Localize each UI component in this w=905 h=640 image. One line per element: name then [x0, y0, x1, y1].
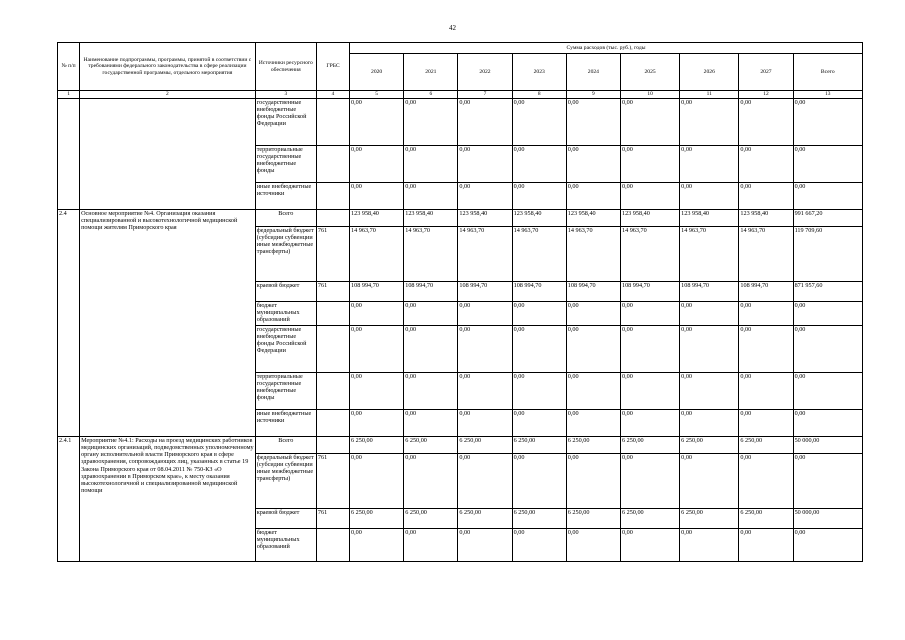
- amount-2026: 0,00: [680, 146, 739, 183]
- column-number-11: 11: [680, 91, 739, 99]
- amount-total: 0,00: [793, 454, 862, 509]
- header-year-8: Всего: [793, 54, 862, 91]
- column-number-9: 9: [566, 91, 620, 99]
- table-row: [58, 437, 863, 454]
- amount-2020: 0,00: [350, 454, 404, 509]
- amount-2021: 0,00: [404, 529, 458, 562]
- amount-2022: 6 250,00: [458, 437, 512, 454]
- grbs-code: [316, 302, 349, 326]
- funding-source: краевой бюджет: [255, 509, 316, 529]
- grbs-code: [316, 326, 349, 373]
- amount-2026: 0,00: [680, 183, 739, 210]
- header-source: Источники ресурсного обеспечения: [255, 43, 316, 91]
- item-number: 2.4: [58, 210, 80, 437]
- column-number-6: 6: [404, 91, 458, 99]
- item-name: Мероприятие №4.1: Расходы на проезд медицинских работников медицинских организаций, подведомственных уполномоченному органу исполнительной власти Приморского края в сфере здравоохранения, сопровождающих лиц, указанных в статье 19 Закона Приморского края от 08.04.2011 № 750-КЗ «О здравоохранении в Приморском крае», к месту оказания высокотехнологичной и специализированной медицинской помощи: [80, 437, 256, 562]
- amount-2024: 0,00: [566, 529, 620, 562]
- amount-2020: 14 963,70: [350, 227, 404, 282]
- header-num: № п/п: [58, 43, 80, 91]
- header-year-5: 2025: [620, 54, 679, 91]
- amount-2024: 108 994,70: [566, 282, 620, 302]
- amount-total: 50 000,00: [793, 509, 862, 529]
- expenses-table: [57, 42, 863, 562]
- amount-2023: 6 250,00: [512, 509, 566, 529]
- amount-2025: 0,00: [620, 410, 679, 437]
- amount-2027: 0,00: [739, 146, 793, 183]
- funding-source: Всего: [255, 437, 316, 454]
- grbs-code: 761: [316, 509, 349, 529]
- amount-2023: 0,00: [512, 529, 566, 562]
- amount-total: 0,00: [793, 373, 862, 410]
- amount-2025: 0,00: [620, 146, 679, 183]
- amount-2023: 0,00: [512, 410, 566, 437]
- amount-total: 0,00: [793, 302, 862, 326]
- amount-2021: 6 250,00: [404, 437, 458, 454]
- column-number-7: 7: [458, 91, 512, 99]
- amount-total: 991 667,20: [793, 210, 862, 227]
- funding-source: государственные внебюджетные фонды Российской Федерации: [255, 99, 316, 146]
- amount-total: 50 000,00: [793, 437, 862, 454]
- amount-2026: 0,00: [680, 326, 739, 373]
- grbs-code: 761: [316, 454, 349, 509]
- header-year-3: 2023: [512, 54, 566, 91]
- funding-source: бюджет муниципальных образований: [255, 302, 316, 326]
- amount-2021: 0,00: [404, 454, 458, 509]
- amount-2021: 0,00: [404, 99, 458, 146]
- amount-2027: 0,00: [739, 183, 793, 210]
- column-number-10: 10: [620, 91, 679, 99]
- amount-2022: 14 963,70: [458, 227, 512, 282]
- amount-2027: 6 250,00: [739, 509, 793, 529]
- funding-source: иные внебюджетные источники: [255, 410, 316, 437]
- amount-2020: 6 250,00: [350, 437, 404, 454]
- header-grbs: ГРБС: [316, 43, 349, 91]
- column-number-4: 4: [316, 91, 349, 99]
- amount-total: 0,00: [793, 183, 862, 210]
- amount-2021: 0,00: [404, 410, 458, 437]
- amount-2025: 0,00: [620, 99, 679, 146]
- item-name: [80, 99, 256, 210]
- grbs-code: 761: [316, 282, 349, 302]
- amount-2022: 0,00: [458, 373, 512, 410]
- amount-2022: 123 958,40: [458, 210, 512, 227]
- column-number-3: 3: [255, 91, 316, 99]
- amount-total: 0,00: [793, 410, 862, 437]
- amount-2023: 123 958,40: [512, 210, 566, 227]
- amount-2021: 123 958,40: [404, 210, 458, 227]
- funding-source: Всего: [255, 210, 316, 227]
- header-year-6: 2026: [680, 54, 739, 91]
- amount-2022: 0,00: [458, 410, 512, 437]
- amount-2026: 0,00: [680, 529, 739, 562]
- grbs-code: [316, 410, 349, 437]
- funding-source: территориальные государственные внебюджетные фонды: [255, 373, 316, 410]
- grbs-code: [316, 373, 349, 410]
- column-number-8: 8: [512, 91, 566, 99]
- amount-2027: 14 963,70: [739, 227, 793, 282]
- amount-2022: 0,00: [458, 99, 512, 146]
- amount-2024: 0,00: [566, 373, 620, 410]
- amount-2022: 0,00: [458, 302, 512, 326]
- header-name: Наименование подпрограммы, программы, принятой в соответствии с требованиями федерального законодательства в сфере реализации государственной программы, отдельного мероприятия: [80, 43, 256, 91]
- amount-2027: 0,00: [739, 454, 793, 509]
- amount-2023: 0,00: [512, 302, 566, 326]
- amount-total: 0,00: [793, 529, 862, 562]
- grbs-code: 761: [316, 227, 349, 282]
- amount-2021: 108 994,70: [404, 282, 458, 302]
- amount-2024: 0,00: [566, 302, 620, 326]
- amount-total: 0,00: [793, 326, 862, 373]
- header-year-0: 2020: [350, 54, 404, 91]
- amount-2020: 0,00: [350, 410, 404, 437]
- amount-2022: 108 994,70: [458, 282, 512, 302]
- grbs-code: [316, 99, 349, 146]
- amount-2025: 0,00: [620, 373, 679, 410]
- amount-2025: 0,00: [620, 326, 679, 373]
- amount-2023: 0,00: [512, 373, 566, 410]
- amount-2024: 6 250,00: [566, 509, 620, 529]
- amount-2026: 108 994,70: [680, 282, 739, 302]
- amount-2026: 0,00: [680, 302, 739, 326]
- amount-2020: 0,00: [350, 326, 404, 373]
- amount-total: 0,00: [793, 146, 862, 183]
- amount-2021: 0,00: [404, 183, 458, 210]
- amount-2023: 0,00: [512, 99, 566, 146]
- amount-2025: 0,00: [620, 183, 679, 210]
- amount-2026: 0,00: [680, 454, 739, 509]
- amount-2027: 108 994,70: [739, 282, 793, 302]
- header-sum: Сумма расходов (тыс. руб.), годы: [350, 43, 863, 54]
- funding-source: территориальные государственные внебюджетные фонды: [255, 146, 316, 183]
- column-number-13: 13: [793, 91, 862, 99]
- amount-2026: 6 250,00: [680, 437, 739, 454]
- amount-2023: 0,00: [512, 326, 566, 373]
- amount-2021: 6 250,00: [404, 509, 458, 529]
- amount-2021: 0,00: [404, 326, 458, 373]
- page-number: 42: [449, 24, 456, 32]
- amount-2022: 0,00: [458, 454, 512, 509]
- amount-2023: 0,00: [512, 183, 566, 210]
- amount-2020: 123 958,40: [350, 210, 404, 227]
- amount-2023: 0,00: [512, 454, 566, 509]
- grbs-code: [316, 183, 349, 210]
- amount-2023: 14 963,70: [512, 227, 566, 282]
- amount-2026: 6 250,00: [680, 509, 739, 529]
- amount-total: 871 957,60: [793, 282, 862, 302]
- amount-2022: 0,00: [458, 146, 512, 183]
- column-number-12: 12: [739, 91, 793, 99]
- amount-2027: 0,00: [739, 529, 793, 562]
- amount-2021: 0,00: [404, 302, 458, 326]
- amount-2024: 14 963,70: [566, 227, 620, 282]
- amount-2025: 123 958,40: [620, 210, 679, 227]
- amount-2022: 0,00: [458, 326, 512, 373]
- amount-2027: 0,00: [739, 373, 793, 410]
- amount-2026: 0,00: [680, 373, 739, 410]
- table-row: [58, 210, 863, 227]
- amount-2020: 0,00: [350, 183, 404, 210]
- amount-total: 119 709,60: [793, 227, 862, 282]
- table-row: [58, 99, 863, 146]
- amount-2027: 123 958,40: [739, 210, 793, 227]
- amount-2020: 0,00: [350, 302, 404, 326]
- amount-2024: 0,00: [566, 410, 620, 437]
- amount-2024: 6 250,00: [566, 437, 620, 454]
- item-name: Основное мероприятие №4. Организация оказания специализированной и высокотехнологичной медицинской помощи жителям Приморского края: [80, 210, 256, 437]
- funding-source: федеральный бюджет (субсидии субвенции иные межбюджетные трансферты): [255, 227, 316, 282]
- amount-2026: 14 963,70: [680, 227, 739, 282]
- funding-source: краевой бюджет: [255, 282, 316, 302]
- amount-2024: 0,00: [566, 183, 620, 210]
- amount-2025: 14 963,70: [620, 227, 679, 282]
- amount-2023: 108 994,70: [512, 282, 566, 302]
- grbs-code: [316, 210, 349, 227]
- amount-2025: 0,00: [620, 454, 679, 509]
- grbs-code: [316, 529, 349, 562]
- amount-2021: 0,00: [404, 146, 458, 183]
- amount-2024: 0,00: [566, 146, 620, 183]
- amount-2027: 0,00: [739, 326, 793, 373]
- item-number: 2.4.1: [58, 437, 80, 562]
- amount-2020: 0,00: [350, 99, 404, 146]
- header-year-7: 2027: [739, 54, 793, 91]
- amount-2025: 108 994,70: [620, 282, 679, 302]
- grbs-code: [316, 437, 349, 454]
- amount-2020: 108 994,70: [350, 282, 404, 302]
- funding-source: государственные внебюджетные фонды Российской Федерации: [255, 326, 316, 373]
- amount-2024: 0,00: [566, 326, 620, 373]
- amount-2026: 0,00: [680, 410, 739, 437]
- amount-2025: 6 250,00: [620, 509, 679, 529]
- funding-source: иные внебюджетные источники: [255, 183, 316, 210]
- funding-source: бюджет муниципальных образований: [255, 529, 316, 562]
- amount-2027: 0,00: [739, 99, 793, 146]
- amount-2022: 0,00: [458, 529, 512, 562]
- amount-2027: 6 250,00: [739, 437, 793, 454]
- amount-total: 0,00: [793, 99, 862, 146]
- header-year-4: 2024: [566, 54, 620, 91]
- funding-source: федеральный бюджет (субсидии субвенции иные межбюджетные трансферты): [255, 454, 316, 509]
- amount-2021: 14 963,70: [404, 227, 458, 282]
- amount-2026: 0,00: [680, 99, 739, 146]
- amount-2025: 6 250,00: [620, 437, 679, 454]
- amount-2020: 6 250,00: [350, 509, 404, 529]
- amount-2020: 0,00: [350, 146, 404, 183]
- column-number-5: 5: [350, 91, 404, 99]
- amount-2021: 0,00: [404, 373, 458, 410]
- grbs-code: [316, 146, 349, 183]
- amount-2024: 0,00: [566, 99, 620, 146]
- amount-2025: 0,00: [620, 302, 679, 326]
- amount-2027: 0,00: [739, 410, 793, 437]
- column-number-2: 2: [80, 91, 256, 99]
- column-number-1: 1: [58, 91, 80, 99]
- header-year-2: 2022: [458, 54, 512, 91]
- amount-2024: 123 958,40: [566, 210, 620, 227]
- amount-2022: 0,00: [458, 183, 512, 210]
- amount-2022: 6 250,00: [458, 509, 512, 529]
- item-number: [58, 99, 80, 210]
- amount-2027: 0,00: [739, 302, 793, 326]
- amount-2026: 123 958,40: [680, 210, 739, 227]
- amount-2023: 0,00: [512, 146, 566, 183]
- amount-2020: 0,00: [350, 373, 404, 410]
- amount-2023: 6 250,00: [512, 437, 566, 454]
- amount-2024: 0,00: [566, 454, 620, 509]
- amount-2020: 0,00: [350, 529, 404, 562]
- header-year-1: 2021: [404, 54, 458, 91]
- amount-2025: 0,00: [620, 529, 679, 562]
